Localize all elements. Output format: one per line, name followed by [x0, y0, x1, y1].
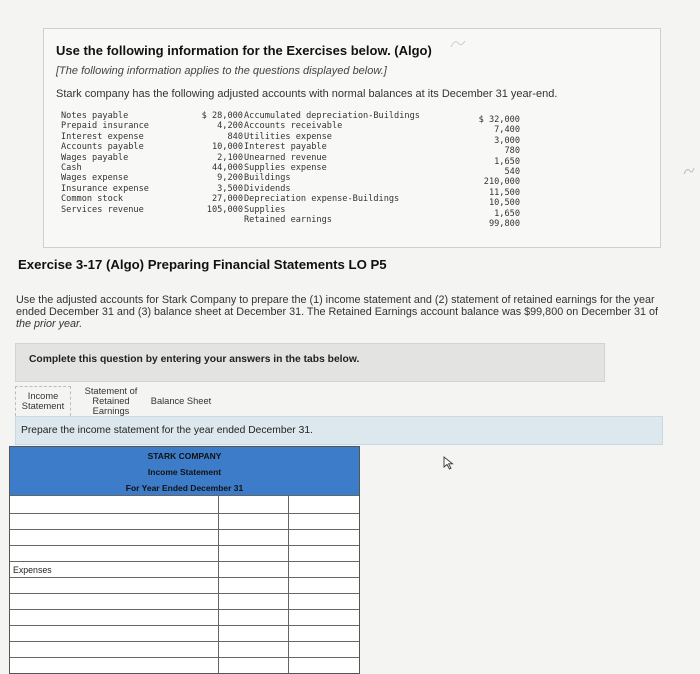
- info-intro: Stark company has the following adjusted accounts with normal balances at its December 31 year-end.: [56, 88, 558, 100]
- amount-cell: [218, 562, 288, 577]
- prompt-text: Prepare the income statement for the year ended December 31.: [21, 425, 313, 436]
- amount-cell[interactable]: [218, 530, 288, 545]
- instructions-bar: [15, 343, 605, 382]
- total-cell[interactable]: [288, 642, 359, 657]
- statement-header: [10, 447, 359, 495]
- total-cell[interactable]: [288, 546, 359, 561]
- amount-cell[interactable]: [218, 610, 288, 625]
- income-statement-table: [9, 446, 360, 674]
- tab-balance-sheet[interactable]: Balance Sheet: [150, 396, 212, 406]
- table-row[interactable]: [10, 545, 359, 561]
- table-row[interactable]: [10, 495, 359, 513]
- table-row[interactable]: [10, 593, 359, 609]
- amount-cell[interactable]: [218, 626, 288, 641]
- total-cell[interactable]: [288, 626, 359, 641]
- statement-period: For Year Ended December 31: [125, 483, 244, 493]
- total-cell: [288, 562, 359, 577]
- tab-retained-line2: Retained: [92, 396, 130, 406]
- tab-income-line2: Statement: [21, 401, 65, 411]
- exercise-text: [16, 294, 676, 330]
- mouse-cursor-icon: [443, 456, 457, 470]
- account-names-right: Accumulated depreciation-Buildings Accounts receivable Utilities expense Interest payable Unearned revenue Supplies expense Buildings Dividends Depreciation expense-Buildings Supplies Retained earnings: [244, 111, 420, 226]
- exercise-title: Exercise 3-17 (Algo) Preparing Financial Statements LO P5: [18, 257, 387, 272]
- company-name: STARK COMPANY: [147, 451, 222, 461]
- table-row[interactable]: [10, 657, 359, 673]
- table-row[interactable]: [10, 625, 359, 641]
- tab-income-statement[interactable]: [15, 386, 71, 416]
- table-row[interactable]: [10, 609, 359, 625]
- account-values-right: $ 32,000 7,400 3,000 780 1,650 540 210,000 11,500 10,500 1,650 99,800: [478, 115, 520, 230]
- info-title: Use the following information for the Exercises below. (Algo): [56, 43, 432, 58]
- instructions-text: Complete this question by entering your answers in the tabs below.: [29, 354, 360, 365]
- account-values-left: $ 28,000 4,200 840 10,000 2,100 44,000 9,200 3,500 27,000 105,000: [201, 111, 243, 215]
- tab-retained-line1: Statement of: [84, 386, 138, 396]
- table-row-expenses: [10, 561, 359, 577]
- total-cell[interactable]: [288, 514, 359, 529]
- exercise-text-main: Use the adjusted accounts for Stark Company to prepare the (1) income statement and (2) statement of retained earnings for the year ended December 31 and (3) balance sheet at December 31. The Retained Earnings account balance was $99,800 on December 31 of: [16, 294, 659, 318]
- exercise-text-italic: the prior year.: [16, 318, 83, 330]
- table-row[interactable]: [10, 513, 359, 529]
- amount-cell[interactable]: [218, 496, 288, 513]
- total-cell[interactable]: [288, 658, 359, 673]
- edge-mark-icon: [682, 166, 696, 176]
- info-box: [43, 28, 661, 248]
- info-subtitle: [The following information applies to the questions displayed below.]: [56, 65, 387, 77]
- total-cell[interactable]: [288, 594, 359, 609]
- table-row[interactable]: [10, 577, 359, 593]
- amount-cell[interactable]: [218, 578, 288, 593]
- table-row[interactable]: [10, 641, 359, 657]
- total-cell[interactable]: [288, 610, 359, 625]
- amount-cell[interactable]: [218, 642, 288, 657]
- tab-income-line1: Income: [27, 391, 59, 401]
- tab-retained-line3: Earnings: [92, 406, 130, 416]
- amount-cell[interactable]: [218, 658, 288, 673]
- tab-retained-earnings[interactable]: [80, 386, 142, 416]
- table-row[interactable]: [10, 529, 359, 545]
- prompt-bar: [15, 416, 663, 445]
- total-cell[interactable]: [288, 578, 359, 593]
- statement-name: Income Statement: [147, 467, 222, 477]
- amount-cell[interactable]: [218, 514, 288, 529]
- amount-cell[interactable]: [218, 546, 288, 561]
- account-names-left: Notes payable Prepaid insurance Interest expense Accounts payable Wages payable Cash Wages expense Insurance expense Common stock Services revenue: [61, 111, 149, 215]
- total-cell[interactable]: [288, 530, 359, 545]
- expenses-label: Expenses: [13, 565, 52, 575]
- amount-cell[interactable]: [218, 594, 288, 609]
- pen-mark-icon: [449, 37, 467, 51]
- total-cell[interactable]: [288, 496, 359, 513]
